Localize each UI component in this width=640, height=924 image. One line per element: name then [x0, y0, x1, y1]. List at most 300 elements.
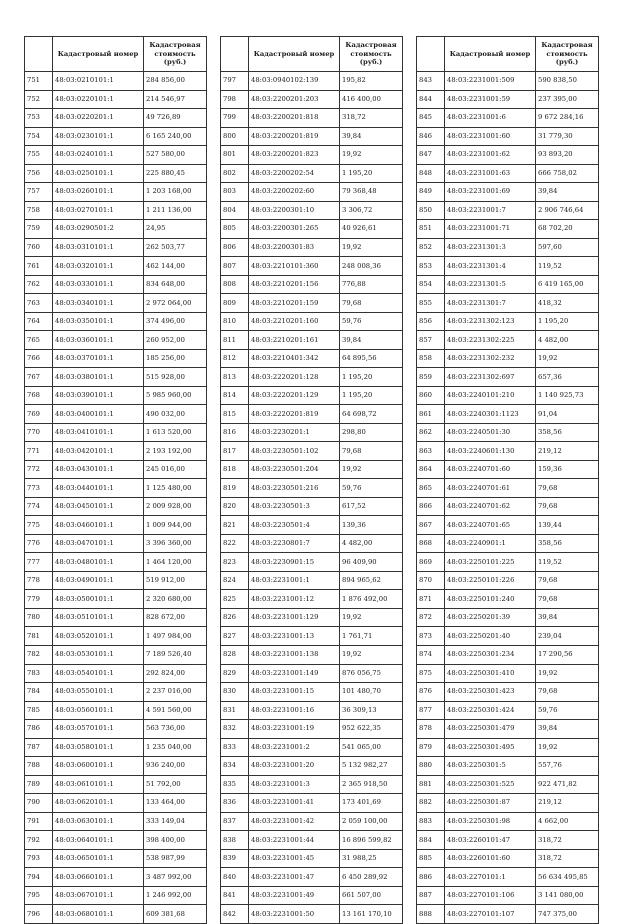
cadastral-number-cell: 48:03:2200201:203 [249, 90, 340, 109]
cadastral-cost-cell: 6 165 240,00 [144, 127, 207, 146]
cadastral-cost-cell: 64 895,56 [340, 349, 403, 368]
row-index-cell: 851 [417, 220, 445, 239]
cadastral-cost-cell: 39,84 [536, 720, 599, 739]
cadastral-cost-cell: 609 381,68 [144, 905, 207, 924]
cadastral-number-cell: 48:03:0430101:1 [53, 460, 144, 479]
cadastral-number-cell: 48:03:2231001:20 [249, 757, 340, 776]
row-index-cell: 831 [221, 701, 249, 720]
table-row [221, 109, 403, 128]
table-row [25, 479, 207, 498]
cadastral-number-cell: 48:03:2231001:1 [249, 571, 340, 590]
table-row [417, 146, 599, 165]
cadastral-cost-cell: 79,68 [536, 479, 599, 498]
row-index-cell: 862 [417, 423, 445, 442]
table-row [417, 405, 599, 424]
table-row [417, 664, 599, 683]
cadastral-number-cell: 48:03:2230501:204 [249, 460, 340, 479]
row-index-cell: 836 [221, 794, 249, 813]
cadastral-number-cell: 48:03:0320101:1 [53, 257, 144, 276]
row-index-cell: 815 [221, 405, 249, 424]
row-index-cell: 852 [417, 238, 445, 257]
table-row [25, 868, 207, 887]
table-row [417, 738, 599, 757]
cadastral-number-cell: 48:03:2231001:63 [445, 164, 536, 183]
cadastral-cost-cell: 4 591 560,00 [144, 701, 207, 720]
cadastral-number-cell: 48:03:0550101:1 [53, 683, 144, 702]
row-index-cell: 800 [221, 127, 249, 146]
table-row [25, 220, 207, 239]
cadastral-number-cell: 48:03:2200301:265 [249, 220, 340, 239]
table-row [25, 183, 207, 202]
table-row [417, 294, 599, 313]
table-row [221, 479, 403, 498]
row-index-cell: 840 [221, 868, 249, 887]
row-index-cell: 784 [25, 683, 53, 702]
row-index-cell: 873 [417, 627, 445, 646]
table-row [221, 146, 403, 165]
row-index-cell: 812 [221, 349, 249, 368]
cadastral-cost-cell: 79,68 [340, 442, 403, 461]
cadastral-number-cell: 48:03:2250301:410 [445, 664, 536, 683]
row-index-cell: 781 [25, 627, 53, 646]
header-cadastral-cost: Кадастровая стоимость (руб.) [536, 37, 599, 72]
cadastral-cost-cell: 894 965,62 [340, 571, 403, 590]
table-row [221, 534, 403, 553]
row-index-cell: 760 [25, 238, 53, 257]
cadastral-number-cell: 48:03:2231302:232 [445, 349, 536, 368]
cadastral-number-cell: 48:03:0610101:1 [53, 775, 144, 794]
row-index-cell: 863 [417, 442, 445, 461]
cadastral-cost-cell: 79,68 [536, 497, 599, 516]
cadastral-cost-cell: 1 195,20 [536, 312, 599, 331]
cadastral-cost-cell: 776,88 [340, 275, 403, 294]
table-row [25, 349, 207, 368]
table-row [25, 90, 207, 109]
cadastral-table-1 [24, 36, 207, 924]
row-index-cell: 805 [221, 220, 249, 239]
cadastral-number-cell: 48:03:0360101:1 [53, 331, 144, 350]
table-row [25, 645, 207, 664]
cadastral-cost-cell: 876 056,75 [340, 664, 403, 683]
row-index-cell: 871 [417, 590, 445, 609]
cadastral-number-cell: 48:03:2231001:44 [249, 831, 340, 850]
table-row [417, 553, 599, 572]
table-row [25, 386, 207, 405]
cadastral-cost-cell: 19,92 [340, 460, 403, 479]
row-index-cell: 847 [417, 146, 445, 165]
cadastral-cost-cell: 3 396 360,00 [144, 534, 207, 553]
cadastral-cost-cell: 557,76 [536, 757, 599, 776]
row-index-cell: 878 [417, 720, 445, 739]
cadastral-cost-cell: 519 912,00 [144, 571, 207, 590]
cadastral-number-cell: 48:03:2231001:49 [249, 886, 340, 905]
row-index-cell: 838 [221, 831, 249, 850]
cadastral-number-cell: 48:03:0630101:1 [53, 812, 144, 831]
cadastral-number-cell: 48:03:2250201:40 [445, 627, 536, 646]
cadastral-number-cell: 48:03:0440101:1 [53, 479, 144, 498]
cadastral-cost-cell: 59,76 [536, 701, 599, 720]
cadastral-number-cell: 48:03:2260101:60 [445, 849, 536, 868]
cadastral-cost-cell: 4 482,00 [536, 331, 599, 350]
row-index-cell: 848 [417, 164, 445, 183]
cadastral-number-cell: 48:03:0460101:1 [53, 516, 144, 535]
table-row [417, 257, 599, 276]
cadastral-number-cell: 48:03:2240701:61 [445, 479, 536, 498]
table-row [25, 701, 207, 720]
cadastral-number-cell: 48:03:0260101:1 [53, 183, 144, 202]
table-row [25, 201, 207, 220]
cadastral-cost-cell: 39,84 [340, 331, 403, 350]
cadastral-cost-cell: 1 613 520,00 [144, 423, 207, 442]
header-cadastral-cost: Кадастровая стоимость (руб.) [144, 37, 207, 72]
cadastral-cost-cell: 661 507,00 [340, 886, 403, 905]
cadastral-cost-cell: 2 059 100,00 [340, 812, 403, 831]
row-index-cell: 866 [417, 497, 445, 516]
cadastral-cost-cell: 24,95 [144, 220, 207, 239]
table-row [25, 312, 207, 331]
table-row [221, 423, 403, 442]
table-row [25, 886, 207, 905]
table-row [25, 275, 207, 294]
cadastral-cost-cell: 159,36 [536, 460, 599, 479]
table-row [221, 905, 403, 924]
cadastral-cost-cell: 462 144,00 [144, 257, 207, 276]
table-row [221, 497, 403, 516]
cadastral-number-cell: 48:03:0270101:1 [53, 201, 144, 220]
table-row [417, 183, 599, 202]
table-row [221, 257, 403, 276]
table-row [25, 683, 207, 702]
row-index-cell: 887 [417, 886, 445, 905]
cadastral-number-cell: 48:03:0600101:1 [53, 757, 144, 776]
row-index-cell: 811 [221, 331, 249, 350]
cadastral-number-cell: 48:03:2230501:216 [249, 479, 340, 498]
row-index-cell: 870 [417, 571, 445, 590]
cadastral-cost-cell: 40 926,61 [340, 220, 403, 239]
cadastral-number-cell: 48:03:2250101:226 [445, 571, 536, 590]
row-index-cell: 789 [25, 775, 53, 794]
cadastral-number-cell: 48:03:0560101:1 [53, 701, 144, 720]
row-index-cell: 819 [221, 479, 249, 498]
row-index-cell: 799 [221, 109, 249, 128]
cadastral-cost-cell: 19,92 [536, 738, 599, 757]
cadastral-number-cell: 48:03:2231301:5 [445, 275, 536, 294]
cadastral-number-cell: 48:03:0480101:1 [53, 553, 144, 572]
table-row [221, 516, 403, 535]
cadastral-number-cell: 48:03:2231001:7 [445, 201, 536, 220]
row-index-cell: 806 [221, 238, 249, 257]
table-row [25, 257, 207, 276]
table-row [417, 701, 599, 720]
cadastral-number-cell: 48:03:2250301:5 [445, 757, 536, 776]
cadastral-cost-cell: 1 211 136,00 [144, 201, 207, 220]
table-row [221, 757, 403, 776]
row-index-cell: 794 [25, 868, 53, 887]
row-index-cell: 869 [417, 553, 445, 572]
cadastral-cost-cell: 1 125 480,00 [144, 479, 207, 498]
table-row [417, 645, 599, 664]
cadastral-cost-cell: 4 482,00 [340, 534, 403, 553]
row-index-cell: 757 [25, 183, 53, 202]
cadastral-number-cell: 48:03:0400101:1 [53, 405, 144, 424]
table-row [417, 683, 599, 702]
row-index-cell: 835 [221, 775, 249, 794]
row-index-cell: 787 [25, 738, 53, 757]
row-index-cell: 830 [221, 683, 249, 702]
cadastral-number-cell: 48:03:0940102:139 [249, 72, 340, 91]
row-index-cell: 776 [25, 534, 53, 553]
table-header-row [417, 37, 599, 72]
table-row [417, 127, 599, 146]
cadastral-cost-cell: 119,52 [536, 553, 599, 572]
cadastral-number-cell: 48:03:2231001:41 [249, 794, 340, 813]
cadastral-number-cell: 48:03:0390101:1 [53, 386, 144, 405]
cadastral-cost-cell: 541 065,00 [340, 738, 403, 757]
cadastral-cost-cell: 292 824,00 [144, 664, 207, 683]
cadastral-number-cell: 48:03:2231001:12 [249, 590, 340, 609]
cadastral-number-cell: 48:03:2210201:160 [249, 312, 340, 331]
table-row [417, 275, 599, 294]
cadastral-cost-cell: 2 193 192,00 [144, 442, 207, 461]
cadastral-number-cell: 48:03:2240601:130 [445, 442, 536, 461]
cadastral-number-cell: 48:03:2270101:1 [445, 868, 536, 887]
table-body [25, 72, 207, 924]
cadastral-cost-cell: 51 792,00 [144, 775, 207, 794]
table-row [417, 479, 599, 498]
cadastral-cost-cell: 490 032,00 [144, 405, 207, 424]
table-body [221, 72, 403, 924]
table-row [417, 849, 599, 868]
cadastral-cost-cell: 657,36 [536, 368, 599, 387]
table-row [25, 442, 207, 461]
cadastral-number-cell: 48:03:2231001:59 [445, 90, 536, 109]
cadastral-cost-cell: 248 008,36 [340, 257, 403, 276]
table-row [25, 831, 207, 850]
cadastral-number-cell: 48:03:2250301:234 [445, 645, 536, 664]
row-index-cell: 792 [25, 831, 53, 850]
cadastral-cost-cell: 139,36 [340, 516, 403, 535]
row-index-cell: 828 [221, 645, 249, 664]
row-index-cell: 778 [25, 571, 53, 590]
cadastral-number-cell: 48:03:2200301:83 [249, 238, 340, 257]
row-index-cell: 883 [417, 812, 445, 831]
cadastral-number-cell: 48:03:2231001:47 [249, 868, 340, 887]
row-index-cell: 752 [25, 90, 53, 109]
cadastral-cost-cell: 7 189 526,40 [144, 645, 207, 664]
cadastral-number-cell: 48:03:2250301:87 [445, 794, 536, 813]
table-row [25, 775, 207, 794]
cadastral-number-cell: 48:03:2231001:15 [249, 683, 340, 702]
row-index-cell: 853 [417, 257, 445, 276]
row-index-cell: 809 [221, 294, 249, 313]
row-index-cell: 783 [25, 664, 53, 683]
cadastral-table-2 [220, 36, 403, 924]
cadastral-number-cell: 48:03:0290501:2 [53, 220, 144, 239]
table-row [221, 72, 403, 91]
cadastral-cost-cell: 5 132 982,27 [340, 757, 403, 776]
row-index-cell: 842 [221, 905, 249, 924]
cadastral-number-cell: 48:03:0220101:1 [53, 90, 144, 109]
cadastral-cost-cell: 79,68 [340, 294, 403, 313]
cadastral-cost-cell: 298,80 [340, 423, 403, 442]
row-index-cell: 858 [417, 349, 445, 368]
row-index-cell: 797 [221, 72, 249, 91]
table-row [221, 886, 403, 905]
cadastral-number-cell: 48:03:0470101:1 [53, 534, 144, 553]
cadastral-cost-cell: 418,32 [536, 294, 599, 313]
row-index-cell: 753 [25, 109, 53, 128]
table-row [25, 497, 207, 516]
row-index-cell: 771 [25, 442, 53, 461]
cadastral-number-cell: 48:03:2240701:62 [445, 497, 536, 516]
row-index-cell: 860 [417, 386, 445, 405]
row-index-cell: 788 [25, 757, 53, 776]
cadastral-cost-cell: 2 365 918,50 [340, 775, 403, 794]
cadastral-cost-cell: 17 290,56 [536, 645, 599, 664]
cadastral-cost-cell: 666 758,02 [536, 164, 599, 183]
cadastral-number-cell: 48:03:2200202:60 [249, 183, 340, 202]
table-row [25, 368, 207, 387]
row-index-cell: 817 [221, 442, 249, 461]
row-index-cell: 867 [417, 516, 445, 535]
row-index-cell: 764 [25, 312, 53, 331]
table-row [417, 386, 599, 405]
row-index-cell: 857 [417, 331, 445, 350]
cadastral-number-cell: 48:03:2260101:47 [445, 831, 536, 850]
cadastral-number-cell: 48:03:2250301:424 [445, 701, 536, 720]
table-row [221, 645, 403, 664]
row-index-cell: 839 [221, 849, 249, 868]
table-row [221, 664, 403, 683]
row-index-cell: 856 [417, 312, 445, 331]
table-row [221, 571, 403, 590]
table-row [25, 534, 207, 553]
cadastral-cost-cell: 4 662,00 [536, 812, 599, 831]
row-index-cell: 874 [417, 645, 445, 664]
cadastral-number-cell: 48:03:2231001:50 [249, 905, 340, 924]
cadastral-cost-cell: 19,92 [536, 349, 599, 368]
table-row [221, 349, 403, 368]
table-row [221, 220, 403, 239]
cadastral-cost-cell: 1 497 984,00 [144, 627, 207, 646]
row-index-cell: 754 [25, 127, 53, 146]
cadastral-number-cell: 48:03:0240101:1 [53, 146, 144, 165]
cadastral-number-cell: 48:03:2240101:210 [445, 386, 536, 405]
row-index-cell: 881 [417, 775, 445, 794]
cadastral-cost-cell: 2 237 016,00 [144, 683, 207, 702]
cadastral-cost-cell: 3 306,72 [340, 201, 403, 220]
row-index-cell: 759 [25, 220, 53, 239]
cadastral-cost-cell: 1 140 925,73 [536, 386, 599, 405]
cadastral-cost-cell: 185 256,00 [144, 349, 207, 368]
row-index-cell: 849 [417, 183, 445, 202]
cadastral-number-cell: 48:03:0330101:1 [53, 275, 144, 294]
row-index-cell: 882 [417, 794, 445, 813]
cadastral-number-cell: 48:03:2210201:161 [249, 331, 340, 350]
row-index-cell: 755 [25, 146, 53, 165]
row-index-cell: 802 [221, 164, 249, 183]
row-index-cell: 782 [25, 645, 53, 664]
cadastral-cost-cell: 16 896 599,82 [340, 831, 403, 850]
row-index-cell: 780 [25, 608, 53, 627]
cadastral-cost-cell: 2 009 928,00 [144, 497, 207, 516]
cadastral-cost-cell: 39,84 [536, 183, 599, 202]
cadastral-cost-cell: 416 400,00 [340, 90, 403, 109]
cadastral-cost-cell: 195,82 [340, 72, 403, 91]
table-row [417, 72, 599, 91]
cadastral-number-cell: 48:03:0220201:1 [53, 109, 144, 128]
table-row [25, 146, 207, 165]
cadastral-cost-cell: 64 698,72 [340, 405, 403, 424]
cadastral-number-cell: 48:03:2230901:15 [249, 553, 340, 572]
row-index-cell: 824 [221, 571, 249, 590]
cadastral-cost-cell: 936 240,00 [144, 757, 207, 776]
row-index-cell: 880 [417, 757, 445, 776]
cadastral-number-cell: 48:03:0420101:1 [53, 442, 144, 461]
table-row [221, 405, 403, 424]
row-index-cell: 814 [221, 386, 249, 405]
row-index-cell: 765 [25, 331, 53, 350]
cadastral-number-cell: 48:03:2230501:4 [249, 516, 340, 535]
row-index-cell: 855 [417, 294, 445, 313]
row-index-cell: 786 [25, 720, 53, 739]
cadastral-cost-cell: 527 580,00 [144, 146, 207, 165]
row-index-cell: 823 [221, 553, 249, 572]
cadastral-cost-cell: 3 141 080,00 [536, 886, 599, 905]
table-row [25, 238, 207, 257]
table-row [221, 553, 403, 572]
table-row [25, 720, 207, 739]
cadastral-cost-cell: 1 246 992,00 [144, 886, 207, 905]
cadastral-cost-cell: 93 893,20 [536, 146, 599, 165]
cadastral-number-cell: 48:03:2231001:16 [249, 701, 340, 720]
cadastral-cost-cell: 79,68 [536, 683, 599, 702]
cadastral-cost-cell: 245 016,00 [144, 460, 207, 479]
cadastral-number-cell: 48:03:2231001:2 [249, 738, 340, 757]
cadastral-cost-cell: 237 395,00 [536, 90, 599, 109]
cadastral-cost-cell: 214 546,97 [144, 90, 207, 109]
cadastral-number-cell: 48:03:2230201:1 [249, 423, 340, 442]
row-index-cell: 822 [221, 534, 249, 553]
cadastral-number-cell: 48:03:2240701:65 [445, 516, 536, 535]
cadastral-cost-cell: 515 928,00 [144, 368, 207, 387]
row-index-cell: 818 [221, 460, 249, 479]
cadastral-cost-cell: 79,68 [536, 571, 599, 590]
row-index-cell: 779 [25, 590, 53, 609]
row-index-cell: 875 [417, 664, 445, 683]
cadastral-cost-cell: 1 761,71 [340, 627, 403, 646]
table-row [221, 331, 403, 350]
cadastral-cost-cell: 19,92 [340, 146, 403, 165]
cadastral-number-cell: 48:03:2250101:240 [445, 590, 536, 609]
row-index-cell: 877 [417, 701, 445, 720]
table-row [417, 590, 599, 609]
cadastral-number-cell: 48:03:2200201:819 [249, 127, 340, 146]
table-row [417, 331, 599, 350]
cadastral-cost-cell: 834 648,00 [144, 275, 207, 294]
row-index-cell: 758 [25, 201, 53, 220]
cadastral-number-cell: 48:03:2231001:6 [445, 109, 536, 128]
row-index-cell: 810 [221, 312, 249, 331]
row-index-cell: 756 [25, 164, 53, 183]
table-row [25, 905, 207, 924]
cadastral-number-cell: 48:03:2231001:45 [249, 849, 340, 868]
cadastral-cost-cell: 1 195,20 [340, 164, 403, 183]
table-row [25, 553, 207, 572]
cadastral-number-cell: 48:03:2231001:3 [249, 775, 340, 794]
cadastral-cost-cell: 6 450 289,92 [340, 868, 403, 887]
cadastral-number-cell: 48:03:0210101:1 [53, 72, 144, 91]
